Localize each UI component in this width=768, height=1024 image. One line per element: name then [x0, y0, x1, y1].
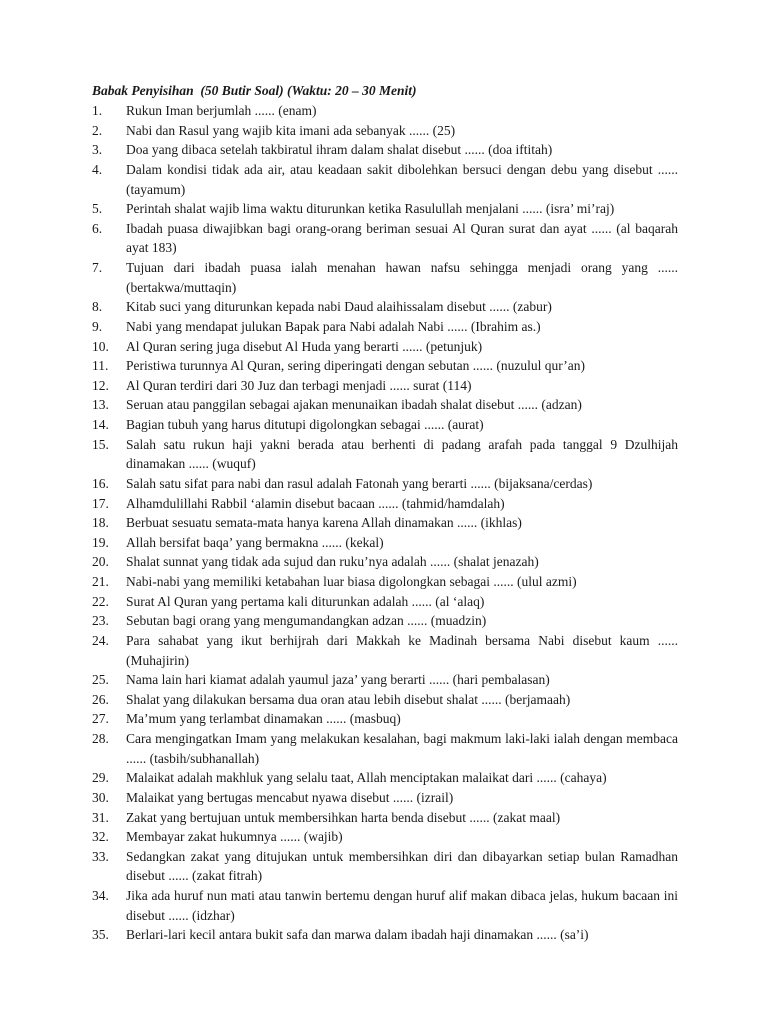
list-item: [0, 631, 768, 670]
question-text: Ibadah puasa diwajibkan bagi orang-orang beriman sesuai Al Quran surat dan ayat ...... (al baqarah ayat 183): [126, 220, 678, 256]
question-number: 11.: [92, 358, 109, 374]
list-item: [0, 827, 768, 847]
question-number: 9.: [92, 318, 103, 334]
question-number: 25.: [92, 672, 109, 688]
list-item: [0, 297, 768, 317]
list-item: [0, 611, 768, 631]
list-item: [0, 160, 768, 199]
list-item: [0, 474, 768, 494]
list-item: [0, 199, 768, 219]
question-number: 7.: [92, 260, 103, 275]
question-number: 27.: [92, 711, 109, 727]
question-number: 8.: [92, 299, 103, 315]
list-item: [0, 356, 768, 376]
question-number: 26.: [92, 691, 109, 707]
list-item: [0, 121, 768, 141]
question-text: Salah satu rukun haji yakni berada atau berhenti di padang arafah pada tanggal 9 Dzulhijah dinamakan ...... (wuquf): [126, 436, 678, 472]
question-text: Nabi dan Rasul yang wajib kita imani ada sebanyak ...... (25): [126, 122, 456, 138]
question-number: 29.: [92, 770, 109, 786]
question-number: 22.: [92, 593, 109, 609]
question-number: 18.: [92, 515, 109, 531]
question-number: 28.: [92, 731, 109, 746]
question-number: 12.: [92, 377, 109, 393]
question-text: Al Quran terdiri dari 30 Juz dan terbagi menjadi ...... surat (114): [126, 377, 472, 393]
question-number: 19.: [92, 534, 109, 550]
question-number: 6.: [92, 220, 103, 236]
section-heading: Babak Penyisihan (50 Butir Soal) (Waktu: 20 – 30 Menit): [92, 83, 417, 98]
list-item: [0, 690, 768, 710]
question-number: 24.: [92, 632, 109, 648]
list-item: [0, 592, 768, 612]
question-number: 4.: [92, 161, 103, 177]
question-text: Ma’mum yang terlambat dinamakan ...... (masbuq): [126, 711, 401, 727]
question-number: 31.: [92, 809, 109, 825]
question-text: Para sahabat yang ikut berhijrah dari Makkah ke Madinah bersama Nabi disebut kaum ...... (Muhajirin): [126, 632, 678, 668]
question-number: 35.: [92, 927, 109, 943]
question-number: 5.: [92, 201, 103, 217]
question-text: Shalat yang dilakukan bersama dua oran atau lebih disebut shalat ...... (berjamaah): [126, 691, 571, 707]
list-item: [0, 847, 768, 886]
question-number: 34.: [92, 888, 109, 903]
question-number: 32.: [92, 829, 109, 845]
question-text: Salah satu sifat para nabi dan rasul adalah Fatonah yang berarti ...... (bijaksana/cerdas): [126, 475, 593, 491]
question-text: Sedangkan zakat yang ditujukan untuk membersihkan diri dan dibayarkan setiap bulan Ramadhan disebut ...... (zakat fitrah): [126, 848, 678, 884]
question-text: Cara mengingatkan Imam yang melakukan kesalahan, bagi makmum laki-laki ialah dengan membaca ...... (tasbih/subhanallah): [126, 731, 678, 766]
list-item: [0, 788, 768, 808]
list-item: [0, 140, 768, 160]
question-number: 13.: [92, 397, 109, 413]
list-item: [0, 219, 768, 258]
list-item: [0, 258, 768, 297]
question-number: 23.: [92, 613, 109, 629]
question-text: Malaikat yang bertugas mencabut nyawa disebut ...... (izrail): [126, 789, 454, 805]
list-item: [0, 101, 768, 121]
list-item: [0, 395, 768, 415]
question-text: Al Quran sering juga disebut Al Huda yang berarti ...... (petunjuk): [126, 338, 483, 354]
question-text: Nabi yang mendapat julukan Bapak para Nabi adalah Nabi ...... (Ibrahim as.): [126, 318, 541, 334]
question-text: Kitab suci yang diturunkan kepada nabi Daud alaihissalam disebut ...... (zabur): [126, 299, 552, 315]
question-text: Peristiwa turunnya Al Quran, sering diperingati dengan sebutan ...... (nuzulul qur’an): [126, 358, 586, 374]
question-number: 16.: [92, 475, 109, 491]
question-number: 30.: [92, 789, 109, 805]
question-number: 17.: [92, 495, 109, 511]
list-item: [0, 768, 768, 788]
question-text: Tujuan dari ibadah puasa ialah menahan hawan nafsu sehingga menjadi orang yang ...... (bertakwa/muttaqin): [126, 260, 678, 295]
question-text: Nama lain hari kiamat adalah yaumul jaza’ yang berarti ...... (hari pembalasan): [126, 672, 550, 688]
question-text: Berbuat sesuatu semata-mata hanya karena Allah dinamakan ...... (ikhlas): [126, 515, 522, 531]
list-item: [0, 729, 768, 768]
question-number: 2.: [92, 122, 103, 138]
question-text: Alhamdulillahi Rabbil ‘alamin disebut bacaan ...... (tahmid/hamdalah): [126, 495, 505, 511]
question-text: Bagian tubuh yang harus ditutupi digolongkan sebagai ...... (aurat): [126, 417, 484, 432]
question-text: Nabi-nabi yang memiliki ketabahan luar biasa digolongkan sebagai ...... (ulul azmi): [126, 574, 577, 589]
list-item: [0, 925, 768, 945]
list-item: [0, 415, 768, 435]
list-item: [0, 494, 768, 514]
question-number: 33.: [92, 848, 109, 864]
question-text: Malaikat adalah makhluk yang selalu taat, Allah menciptakan malaikat dari ...... (cahaya): [126, 770, 607, 786]
list-item: [0, 572, 768, 592]
question-text: Jika ada huruf nun mati atau tanwin bertemu dengan huruf alif makan dibaca jelas, hukum bacaan ini disebut ...... (idzhar): [126, 888, 678, 923]
question-text: Shalat sunnat yang tidak ada sujud dan ruku’nya adalah ...... (shalat jenazah): [126, 554, 539, 570]
list-item: [0, 808, 768, 828]
question-text: Doa yang dibaca setelah takbiratul ihram dalam shalat disebut ...... (doa iftitah): [126, 142, 553, 158]
question-number: 3.: [92, 142, 103, 158]
question-text: Membayar zakat hukumnya ...... (wajib): [126, 829, 343, 845]
question-text: Perintah shalat wajib lima waktu diturunkan ketika Rasulullah menjalani ...... (isra’ mi’raj): [126, 201, 615, 217]
question-text: Seruan atau panggilan sebagai ajakan menunaikan ibadah shalat disebut ...... (adzan): [126, 397, 582, 413]
question-text: Sebutan bagi orang yang mengumandangkan adzan ...... (muadzin): [126, 613, 487, 629]
list-item: [0, 709, 768, 729]
list-item: [0, 337, 768, 357]
list-item: [0, 376, 768, 396]
list-item: [0, 317, 768, 337]
list-item: [0, 533, 768, 553]
question-text: Zakat yang bertujuan untuk membersihkan harta benda disebut ...... (zakat maal): [126, 809, 561, 825]
question-text: Dalam kondisi tidak ada air, atau keadaan sakit dibolehkan bersuci dengan debu yang disebut ...... (tayamum): [126, 161, 678, 197]
question-text: Rukun Iman berjumlah ...... (enam): [126, 103, 317, 118]
list-item: [0, 670, 768, 690]
question-number: 14.: [92, 417, 109, 432]
question-text: Surat Al Quran yang pertama kali diturunkan adalah ...... (al ‘alaq): [126, 593, 485, 609]
question-text: Allah bersifat baqa’ yang bermakna ...... (kekal): [126, 534, 384, 550]
question-number: 15.: [92, 436, 109, 452]
question-number: 20.: [92, 554, 109, 570]
list-item: [0, 513, 768, 533]
list-item: [0, 886, 768, 925]
question-text: Berlari-lari kecil antara bukit safa dan marwa dalam ibadah haji dinamakan ...... (sa’i): [126, 927, 589, 943]
question-number: 10.: [92, 338, 109, 354]
question-number: 21.: [92, 574, 109, 589]
list-item: [0, 435, 768, 474]
question-list: [0, 101, 768, 945]
list-item: [0, 552, 768, 572]
question-number: 1.: [92, 103, 103, 118]
